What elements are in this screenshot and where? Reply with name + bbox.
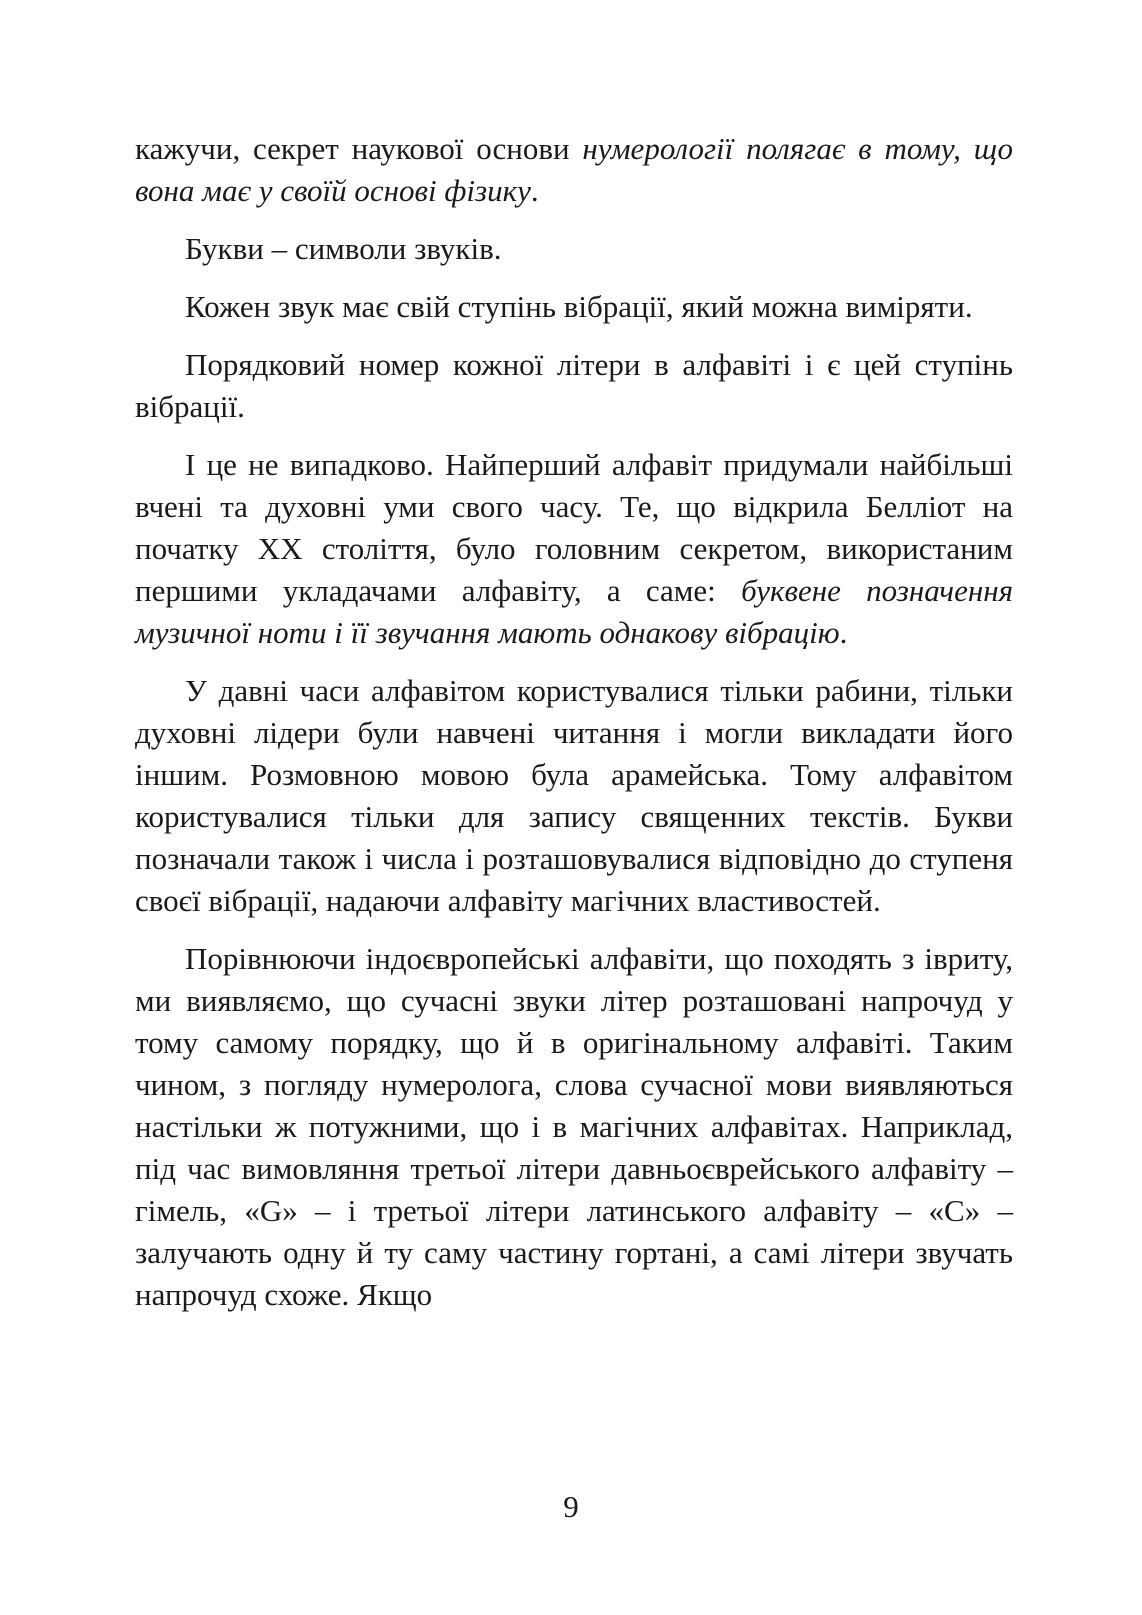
paragraph: [135, 344, 1013, 428]
body-text: [135, 128, 1013, 1332]
paragraph: [135, 670, 1013, 922]
paragraph: [135, 228, 1013, 270]
text-run: кажучи, секрет наукової основи: [135, 131, 583, 166]
italic-text-run: нумерології полягає в тому, що вона має у своїй основі фізику: [135, 131, 1013, 208]
text-run: Кожен звук має свій ступінь вібрації, який можна виміряти.: [185, 289, 973, 324]
page-number: 9: [563, 1489, 579, 1524]
text-run: І це не випадково. Найперший алфавіт придумали найбільші вчені та духовні уми свого часу. Те, що відкрила Беллiот на початку XX століття, було головним секретом, використаним першими укладачами алфавіту, а саме:: [135, 447, 1013, 608]
paragraph: [135, 286, 1013, 328]
text-run: У давні часи алфавітом користувалися тільки рабини, тільки духовні лідери були навчені читання і могли викладати його іншим. Розмовною мовою була арамейська. Тому алфавітом користувалися тільки для запису священних текстів. Букви позначали також і числа і розташовувалися відповідно до ступеня своєї вібрації, надаючи алфавіту магічних властивостей.: [135, 673, 1013, 918]
paragraph: [135, 938, 1013, 1316]
text-run: .: [530, 173, 539, 208]
text-run: .: [839, 615, 848, 650]
text-run: Порівнюючи індоєвропейські алфавіти, що походять з івриту, ми виявляємо, що сучасні звуки літер розташовані напрочуд у тому самому порядку, що й в оригінальному алфавіті. Таким чином, з погляду нумеролога, слова сучасної мови виявляються настільки ж потужними, що і в магічних алфавітах. Наприклад, під час вимовляння третьої літери давньоєврейського алфавіту – гімель, «G» – і третьої літери латинського алфавіту – «C» – залучають одну й ту саму частину гортані, а самі літери звучать напрочуд схоже. Якщо: [135, 941, 1013, 1312]
paragraph: [135, 128, 1013, 212]
text-run: Букви – символи звуків.: [185, 231, 502, 266]
italic-text-run: буквене позначення музичної ноти і її звучання мають однакову вібрацію: [135, 573, 1014, 650]
paragraph: [135, 444, 1013, 654]
text-run: Порядковий номер кожної літери в алфавіті і є цей ступінь вібрації.: [135, 347, 1013, 424]
